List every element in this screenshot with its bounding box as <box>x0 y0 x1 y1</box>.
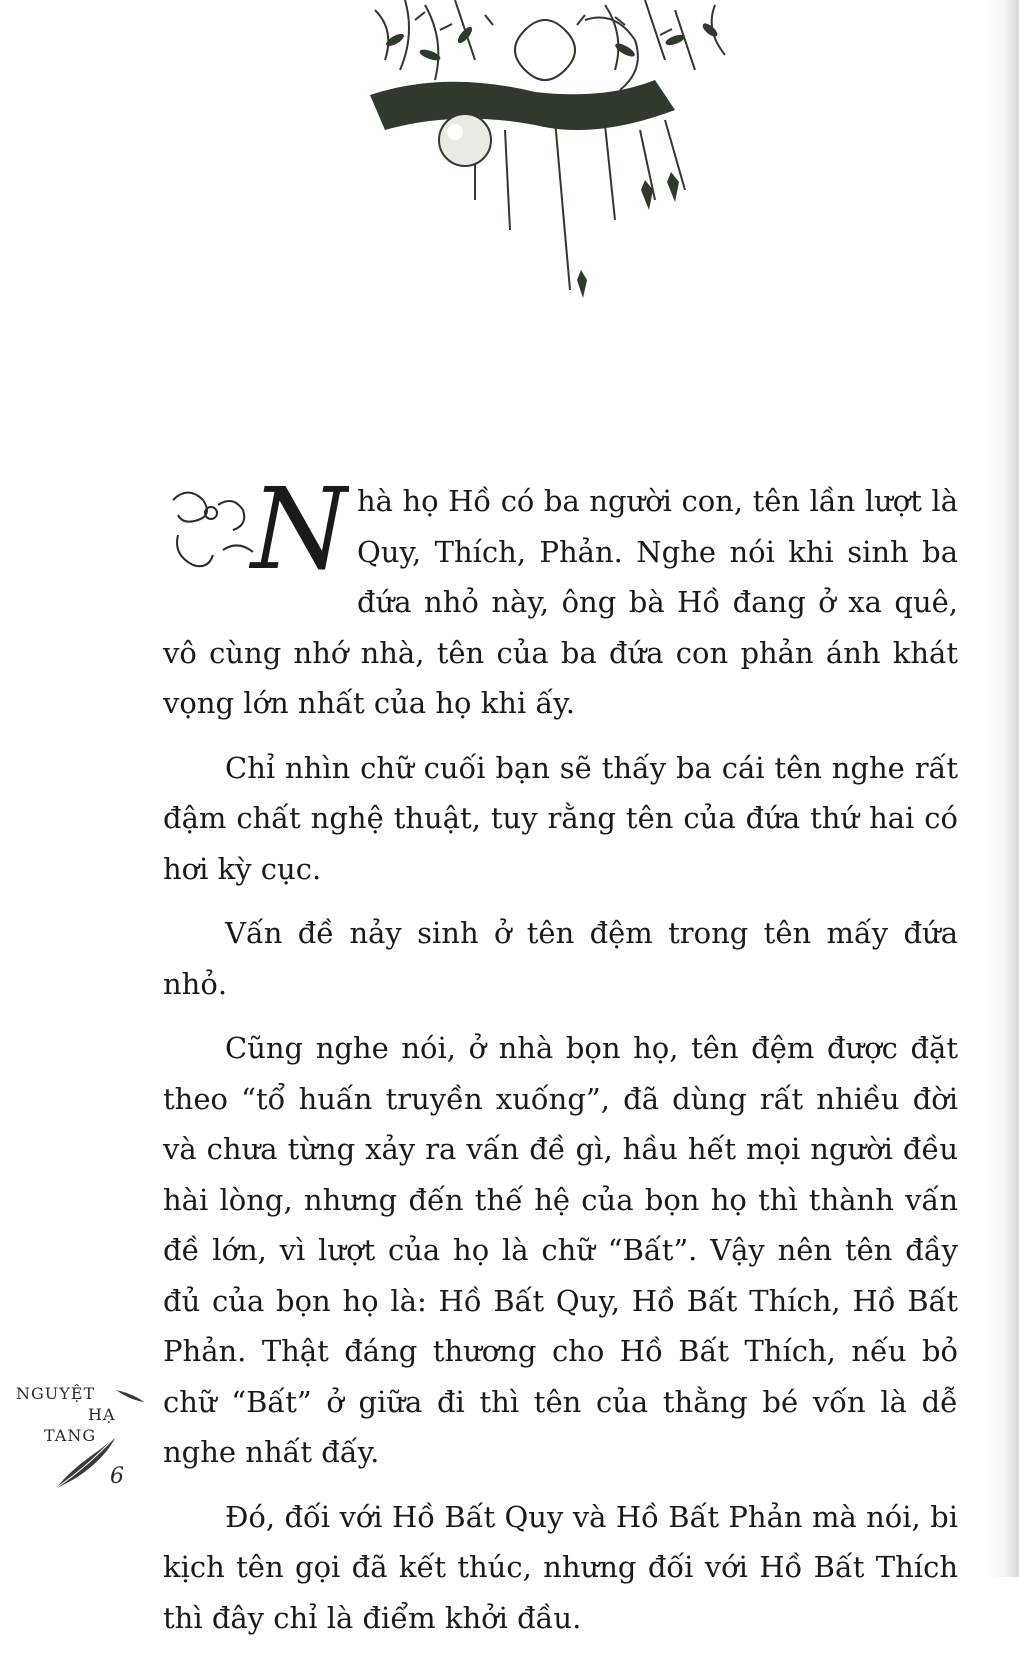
chandelier-illustration <box>355 0 735 320</box>
book-title-line3: TANG <box>44 1426 97 1445</box>
paragraph-1-text: hà họ Hồ có ba người con, tên lần lượt là Quy, Thích, Phản. Nghe nói khi sinh ba đứa nhỏ này, ông bà Hồ đang ở xa quê, vô cùng nhớ nhà, tên của ba đứa con phản ánh khát vọng lớn nhất của họ khi ấy. <box>163 484 958 720</box>
book-title-line1: NGUYỆT <box>16 1384 96 1403</box>
dropcap-letter: N <box>251 480 349 581</box>
paragraph-5: Đó, đối với Hồ Bất Quy và Hồ Bất Phản mà nói, bi kịch tên gọi đã kết thúc, nhưng đối với Hồ Bất Thích thì đây chỉ là điểm khởi đầu. <box>163 1499 958 1635</box>
dropcap-ornament <box>163 480 349 581</box>
page-number: 6 <box>110 1464 124 1489</box>
paragraph-2: Chỉ nhìn chữ cuối bạn sẽ thấy ba cái tên nghe rất đậm chất nghệ thuật, tuy rằng tên của đứa thứ hai có hơi kỳ cục. <box>163 750 958 886</box>
footer-title-mark <box>16 1378 156 1498</box>
book-title-line2: HẠ <box>88 1405 116 1424</box>
paragraph-3: Vấn đề nảy sinh ở tên đệm trong tên mấy đứa nhỏ. <box>163 916 958 1001</box>
paragraph-4: Cũng nghe nói, ở nhà bọn họ, tên đệm được đặt theo “tổ huấn truyền xuống”, đã dùng rất nhiều đời và chưa từng xảy ra vấn đề gì, hầu hết mọi người đều hài lòng, nhưng đến thế hệ của bọn họ thì thành vấn đề lớn, vì lượt của họ là chữ “Bất”. Vậy nên tên đầy đủ của bọn họ là: Hồ Bất Quy, Hồ Bất Thích, Hồ Bất Phản. Thật đáng thương cho Hồ Bất Thích, nếu bỏ chữ “Bất” ở giữa đi thì tên của thằng bé vốn là dễ nghe nhất đấy. <box>163 1031 958 1469</box>
page-edge-shadow <box>989 0 1019 1577</box>
paragraph-1 <box>163 476 958 729</box>
chapter-body <box>163 476 958 1657</box>
